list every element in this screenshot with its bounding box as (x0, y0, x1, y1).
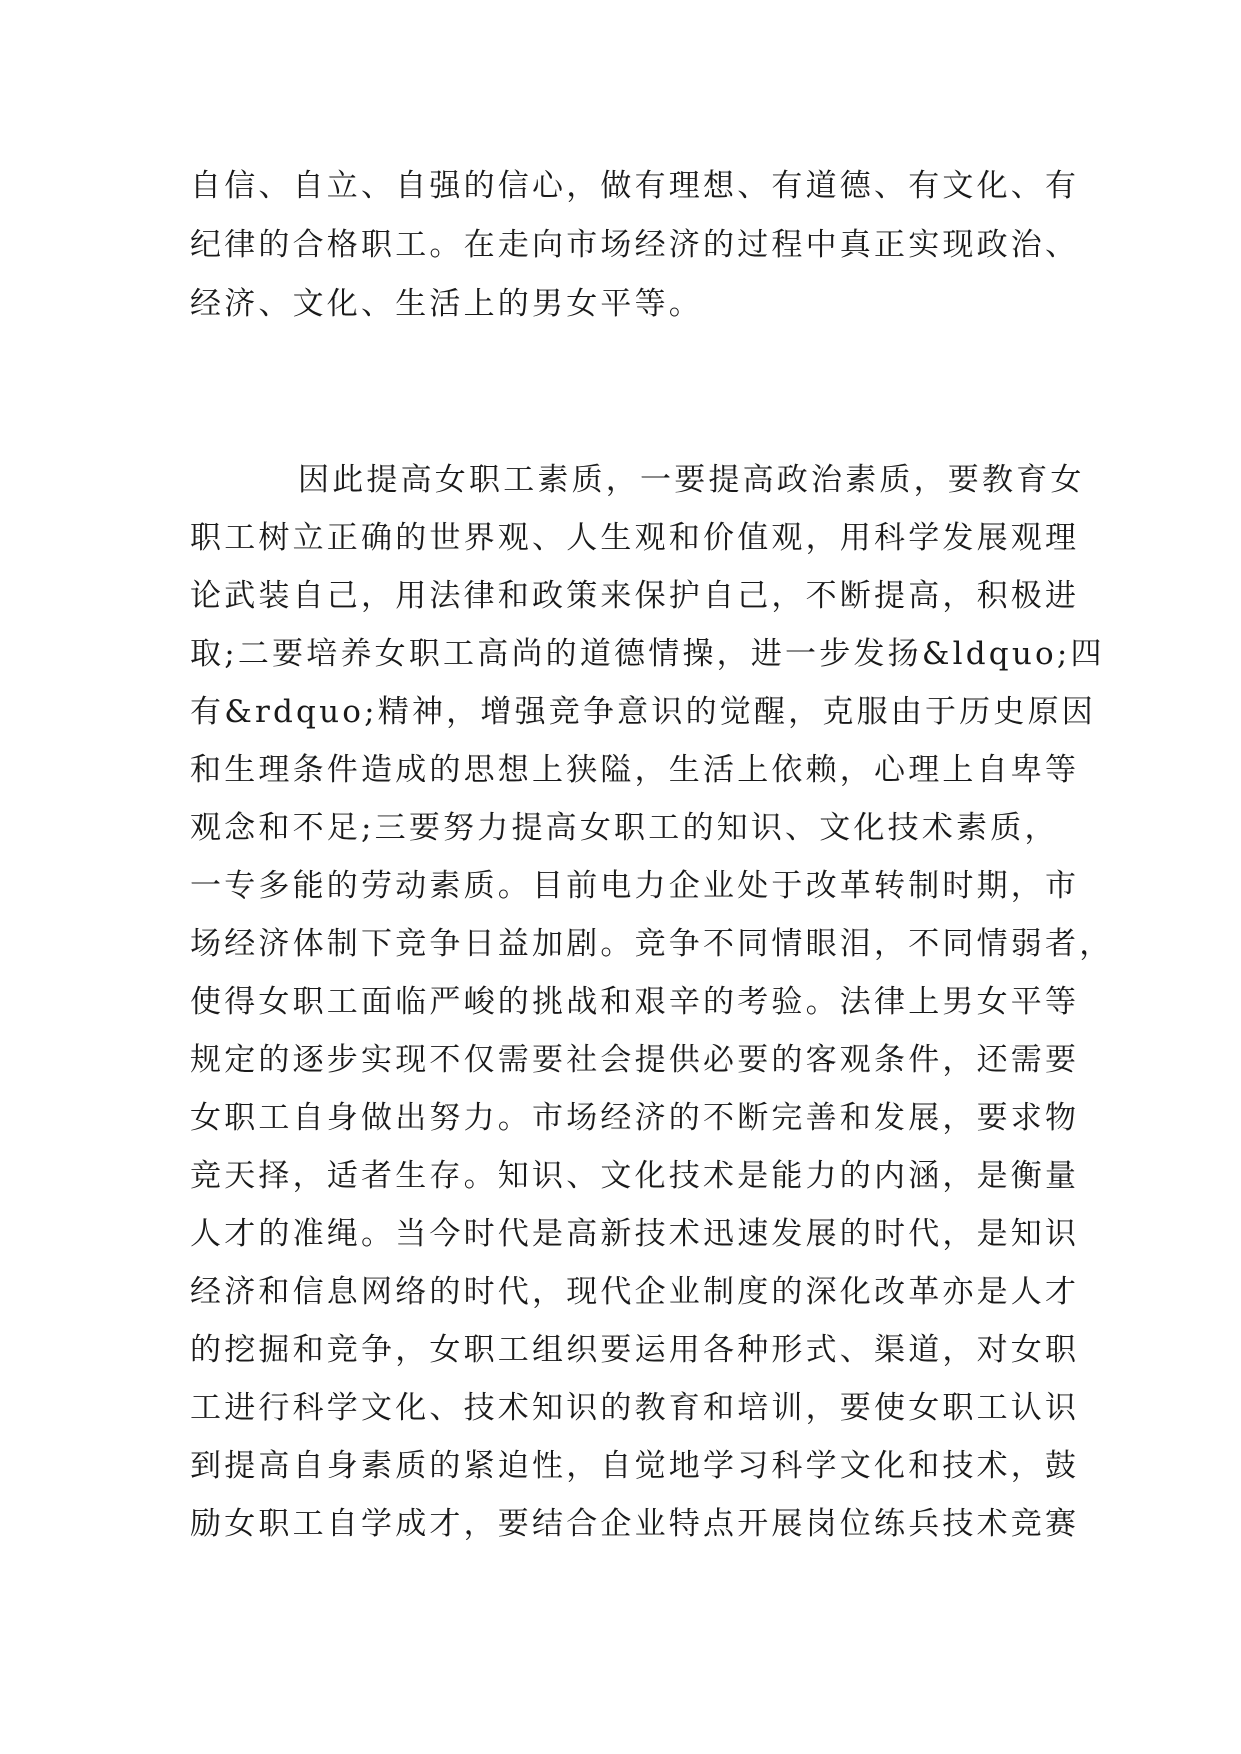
paragraph-2-line-4: 取;二要培养女职工高尚的道德情操，进一步发扬&ldquo;四 (190, 636, 1105, 672)
paragraph-2-line-7: 观念和不足;三要努力提高女职工的知识、文化技术素质， (190, 810, 1059, 846)
paragraph-2-line-6: 和生理条件造成的思想上狭隘，生活上依赖，心理上自卑等 (190, 752, 1080, 788)
paragraph-2-line-2: 职工树立正确的世界观、人生观和价值观，用科学发展观理 (190, 520, 1080, 556)
paragraph-2-line-13: 竞天择，适者生存。知识、文化技术是能力的内涵，是衡量 (190, 1158, 1080, 1194)
paragraph-2-line-12: 女职工自身做出努力。市场经济的不断完善和发展，要求物 (190, 1100, 1080, 1136)
paragraph-2-line-16: 的挖掘和竞争，女职工组织要运用各种形式、渠道，对女职 (190, 1332, 1080, 1368)
paragraph-2-line-11: 规定的逐步实现不仅需要社会提供必要的客观条件，还需要 (190, 1042, 1080, 1078)
paragraph-1-line-1: 自信、自立、自强的信心，做有理想、有道德、有文化、有 (190, 168, 1080, 204)
paragraph-2-line-9: 场经济体制下竞争日益加剧。竞争不同情眼泪，不同情弱者， (190, 926, 1114, 962)
paragraph-2-line-5: 有&rdquo;精神，增强竞争意识的觉醒，克服由于历史原因 (190, 694, 1096, 730)
paragraph-2-line-3: 论武装自己，用法律和政策来保护自己，不断提高，积极进 (190, 578, 1080, 614)
paragraph-2-line-18: 到提高自身素质的紧迫性，自觉地学习科学文化和技术，鼓 (190, 1448, 1080, 1484)
paragraph-2-line-8: 一专多能的劳动素质。目前电力企业处于改革转制时期，市 (190, 868, 1080, 904)
paragraph-1-line-3: 经济、文化、生活上的男女平等。 (190, 286, 703, 322)
paragraph-2-line-14: 人才的准绳。当今时代是高新技术迅速发展的时代，是知识 (190, 1216, 1080, 1252)
paragraph-2-line-10: 使得女职工面临严峻的挑战和艰辛的考验。法律上男女平等 (190, 984, 1080, 1020)
paragraph-2-line-19: 励女职工自学成才，要结合企业特点开展岗位练兵技术竞赛 (190, 1506, 1080, 1542)
paragraph-2-line-1: 因此提高女职工素质，一要提高政治素质，要教育女 (298, 462, 1085, 498)
paragraph-2-line-15: 经济和信息网络的时代，现代企业制度的深化改革亦是人才 (190, 1274, 1080, 1310)
paragraph-2-line-17: 工进行科学文化、技术知识的教育和培训，要使女职工认识 (190, 1390, 1080, 1426)
paragraph-1-line-2: 纪律的合格职工。在走向市场经济的过程中真正实现政治、 (190, 227, 1080, 263)
